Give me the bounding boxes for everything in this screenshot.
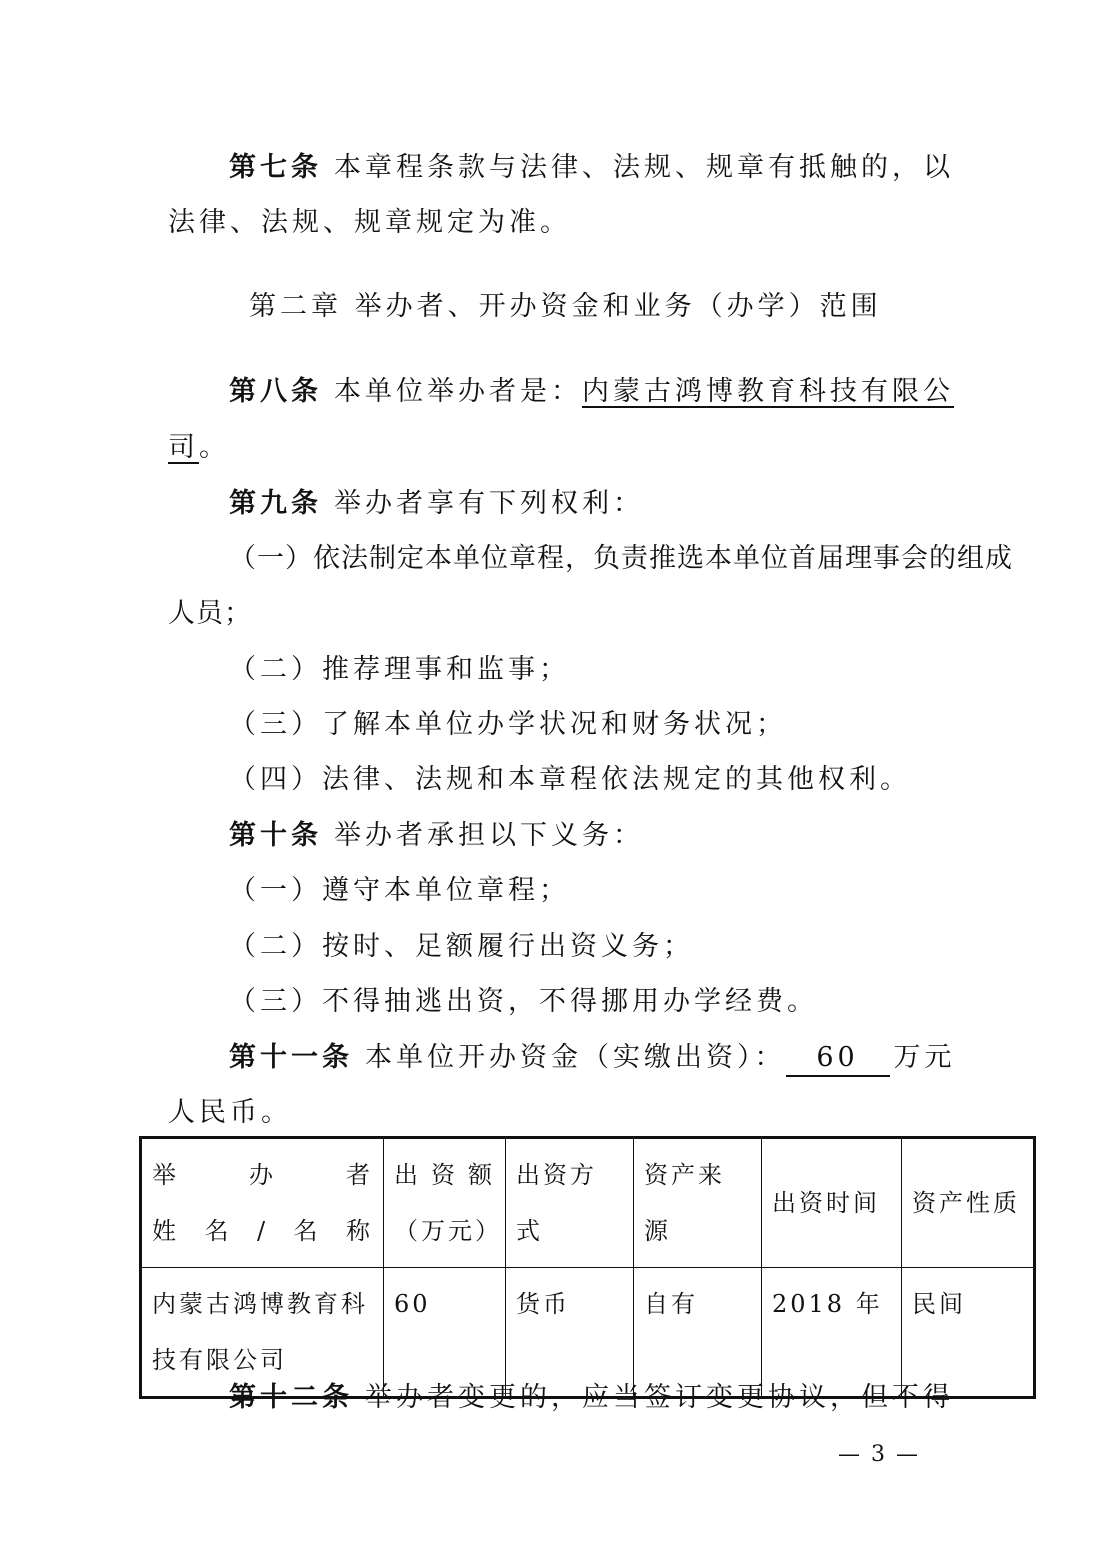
header-nature: 资产性质 xyxy=(902,1138,1035,1268)
article-10-item-2: （二）按时、足额履行出资义务； xyxy=(229,931,694,962)
header-organizer-name-line-1: 举办者 xyxy=(152,1161,373,1189)
cell-source: 自有 xyxy=(634,1268,762,1398)
article-10-item-3: （三）不得抽逃出资，不得挪用办学经费。 xyxy=(229,986,818,1017)
header-amount-line-1: 出资额 xyxy=(394,1161,495,1189)
header-time: 出资时间 xyxy=(762,1138,902,1268)
table-header-row xyxy=(141,1138,1035,1268)
cell-time: 2018 年 xyxy=(762,1268,902,1398)
article-9-item-4: （四）法律、法规和本章程依法规定的其他权利。 xyxy=(229,764,911,795)
article-9-item-1-cont: 人员； xyxy=(168,598,252,629)
article-10-item-1: （一）遵守本单位章程； xyxy=(229,875,570,906)
article-7-label: 第七条 xyxy=(229,152,322,183)
capital-amount: 60 xyxy=(786,1041,890,1077)
organizer-name-part-1: 内蒙古鸿博教育科技有限公 xyxy=(582,376,954,407)
article-7-line-1 xyxy=(229,148,954,188)
chapter-2-heading: 第二章 举办者、开办资金和业务（办学）范围 xyxy=(249,291,882,322)
article-12-line xyxy=(229,1378,954,1418)
organizer-name-part-2: 司 xyxy=(168,432,199,463)
article-10-line xyxy=(229,816,644,856)
article-11-line-2: 人民币。 xyxy=(168,1097,292,1128)
investment-table xyxy=(139,1136,1036,1399)
article-8-line-1 xyxy=(229,372,954,412)
article-9-item-3: （三）了解本单位办学状况和财务状况； xyxy=(229,709,787,740)
article-7-text: 本章程条款与法律、法规、规章有抵触的，以 xyxy=(334,152,954,183)
header-organizer-name xyxy=(141,1138,384,1268)
article-11-label: 第十一条 xyxy=(229,1042,353,1073)
article-9-label: 第九条 xyxy=(229,488,322,519)
capital-unit: 万元 xyxy=(893,1042,956,1073)
cell-organizer-name: 内蒙古鸿博教育科技有限公司 xyxy=(141,1268,384,1398)
article-8-line-2 xyxy=(168,428,230,468)
article-9-item-2: （二）推荐理事和监事； xyxy=(229,654,570,685)
cell-amount: 60 xyxy=(384,1268,506,1398)
header-method: 出资方式 xyxy=(506,1138,634,1268)
page-number: — 3 — xyxy=(838,1442,920,1467)
article-12-text: 举办者变更的，应当签订变更协议，但不得 xyxy=(365,1382,954,1413)
article-7-line-2: 法律、法规、规章规定为准。 xyxy=(168,207,571,238)
article-9-item-1: （一）依法制定本单位章程，负责推选本单位首届理事会的组成 xyxy=(229,543,1013,574)
article-9-text: 举办者享有下列权利： xyxy=(334,488,644,519)
header-amount xyxy=(384,1138,506,1268)
article-11-text: 本单位开办资金（实缴出资）： xyxy=(365,1042,786,1073)
article-10-label: 第十条 xyxy=(229,820,322,851)
article-8-text: 本单位举办者是： xyxy=(334,376,582,407)
article-9-line xyxy=(229,484,644,524)
article-10-text: 举办者承担以下义务： xyxy=(334,820,644,851)
article-11-line-1 xyxy=(229,1038,956,1078)
header-source: 资产来源 xyxy=(634,1138,762,1268)
cell-method: 货币 xyxy=(506,1268,634,1398)
article-12-label: 第十二条 xyxy=(229,1382,353,1413)
article-8-end: 。 xyxy=(199,432,230,463)
header-amount-line-2: （万元） xyxy=(394,1217,502,1245)
article-8-label: 第八条 xyxy=(229,376,322,407)
header-organizer-name-line-2: 姓名/名称 xyxy=(152,1217,373,1245)
cell-nature: 民间 xyxy=(902,1268,1035,1398)
